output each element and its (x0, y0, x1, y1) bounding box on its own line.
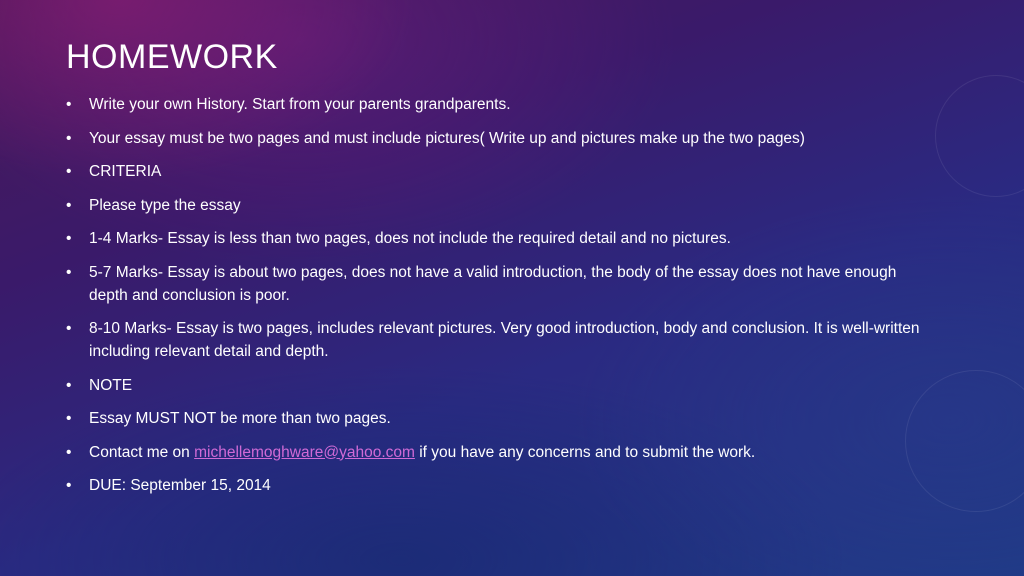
list-item (66, 374, 926, 397)
bullet-icon: • (66, 477, 72, 494)
bullet-icon: • (66, 96, 72, 113)
list-item-text: CRITERIA (89, 163, 162, 180)
bullet-icon: • (66, 129, 72, 147)
list-item (66, 317, 926, 363)
bullet-icon: • (66, 376, 72, 394)
email-link[interactable]: michellemoghware@yahoo.com (194, 443, 415, 461)
list-item-text: Write your own History. Start from your parents grandparents. (89, 96, 511, 113)
due-date: DUE: September 15, 2014 (89, 477, 271, 494)
list-item-text: Your essay must be two pages and must include pictures( Write up and pictures make up the two pages) (89, 129, 805, 147)
list-item-text: Contact me on (89, 443, 190, 461)
list-item (66, 160, 926, 183)
list-item-text: 1-4 Marks- Essay is less than two pages, does not include the required detail and no pictures. (89, 230, 731, 247)
bullet-icon: • (66, 263, 72, 281)
list-item-text: NOTE (89, 376, 133, 394)
list-item (66, 441, 926, 464)
list-item-text: 8-10 Marks- Essay is two pages, includes relevant pictures. Very good introduction, body and conclusion. It is well-written including relevant detail and depth. (89, 320, 920, 360)
bullet-icon: • (66, 443, 72, 461)
list-item (66, 194, 926, 217)
list-item-text: if you have any concerns and to submit the work. (419, 443, 756, 461)
list-item-text: Essay MUST NOT be more than two pages. (89, 410, 391, 427)
list-item-text: 5-7 Marks- Essay is about two pages, does not have a valid introduction, the body of the essay does not have enough depth and conclusion is poor. (89, 263, 897, 304)
list-item (66, 93, 926, 116)
list-item (66, 127, 926, 150)
bullet-list (66, 93, 926, 508)
list-item (66, 261, 926, 307)
bullet-icon: • (66, 163, 72, 180)
list-item (66, 407, 926, 430)
bullet-icon: • (66, 230, 72, 247)
bullet-icon: • (66, 410, 72, 427)
list-item (66, 474, 926, 497)
bullet-icon: • (66, 196, 72, 214)
list-item-text: Please type the essay (89, 196, 241, 214)
slide-title: HOMEWORK (66, 38, 278, 76)
bullet-icon: • (66, 320, 72, 337)
list-item (66, 227, 926, 250)
decorative-ring (935, 75, 1024, 197)
